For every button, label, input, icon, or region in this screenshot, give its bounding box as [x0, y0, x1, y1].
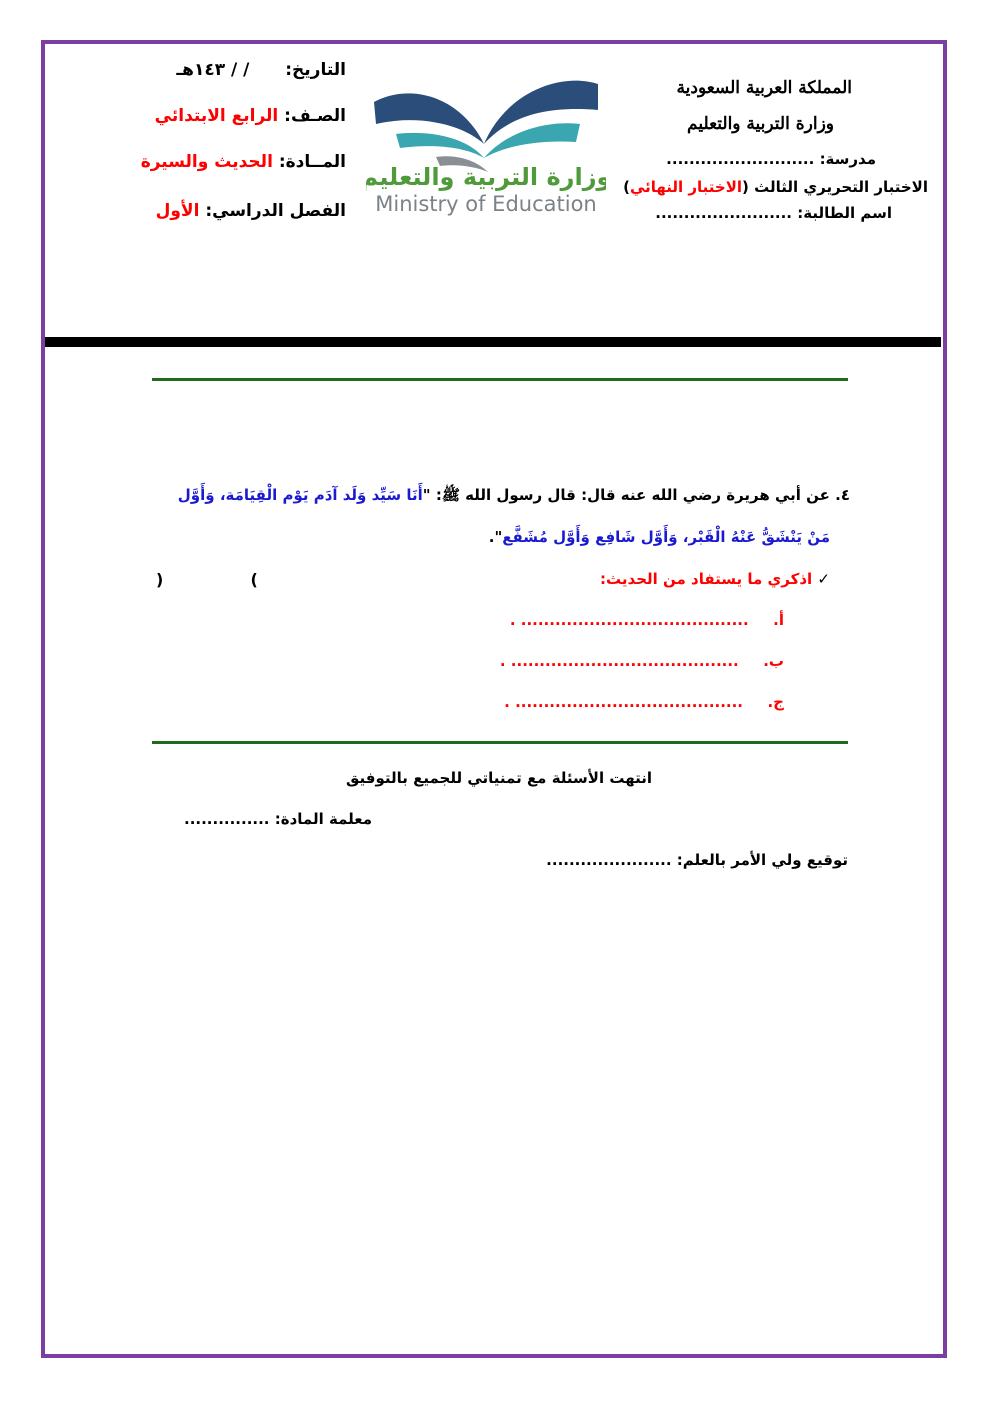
student-label: اسم الطالبة:	[797, 204, 892, 222]
subject-row	[141, 152, 346, 172]
teacher-label: معلمة المادة:	[274, 810, 372, 828]
ministry-title: وزارة التربية والتعليم	[687, 114, 834, 134]
exam-suffix: )	[623, 178, 630, 196]
question-line-2	[489, 528, 830, 546]
teacher-row	[184, 810, 372, 828]
kingdom-title: المملكة العربية السعودية	[676, 78, 852, 98]
grade-value: الرابع الابتدائي	[154, 106, 279, 126]
teacher-dots[interactable]: ...............	[184, 810, 270, 828]
exam-prefix: الاختبار التحريري الثالث (	[742, 178, 928, 196]
answer-letter: أ.	[773, 611, 784, 629]
logo-swoosh-teal-left	[396, 133, 484, 158]
guardian-row	[546, 851, 848, 869]
question-number: ٤.	[835, 486, 850, 504]
subject-label: المــادة:	[278, 152, 346, 172]
question-intro: عن أبي هريرة رضي الله عنه قال: قال رسول الله ﷺ: "	[422, 486, 830, 504]
guardian-dots[interactable]: ......................	[546, 851, 672, 869]
semester-row	[156, 201, 346, 221]
answer-row-c	[504, 693, 784, 711]
school-dots[interactable]: ..........................	[666, 150, 815, 168]
score-close: (	[250, 570, 258, 589]
closing-message: انتهت الأسئلة مع تمنياتي للجميع بالتوفيق	[346, 769, 652, 787]
logo-arabic: وزارة التربية والتعليم	[366, 163, 606, 191]
question-line-1	[178, 486, 850, 508]
answer-row-b	[500, 652, 784, 670]
instruction-row	[600, 570, 830, 588]
semester-label: الفصل الدراسي:	[205, 201, 346, 221]
student-row	[655, 204, 892, 222]
exam-title	[623, 178, 928, 196]
answer-dots[interactable]: ........................................ .	[509, 611, 749, 629]
page-border	[41, 40, 947, 1358]
answer-letter: ب.	[763, 652, 784, 670]
instruction-text: اذكري ما يستفاد من الحديث:	[600, 570, 813, 588]
ministry-logo-icon	[366, 62, 606, 220]
grade-row	[155, 106, 346, 126]
section-divider-bottom	[152, 741, 848, 744]
student-dots[interactable]: ........................	[655, 204, 793, 222]
exam-highlight: الاختبار النهائي	[629, 178, 743, 196]
answer-row-a	[510, 611, 784, 629]
semester-value: الأول	[155, 201, 200, 221]
school-label: مدرسة:	[819, 150, 876, 168]
date-label: التاريخ:	[285, 60, 346, 80]
header-divider	[45, 337, 941, 347]
answer-dots[interactable]: ........................................ .	[504, 693, 744, 711]
hadith-line-2: مَنْ يَنْشَقُّ عَنْهُ الْقَبْر، وَأَوَّل شَافِع وَأَوَّل مُشَفَّع	[502, 528, 830, 546]
answer-letter: ج.	[767, 693, 784, 711]
hadith-line-1: أَنَا سَيِّد وَلَد آدَم يَوْم الْقِيَامَة، وَأَوَّل	[177, 486, 423, 504]
check-mark-icon: ✓	[817, 570, 830, 588]
guardian-label: توقيع ولي الأمر بالعلم:	[676, 851, 848, 869]
section-divider-top	[152, 378, 848, 381]
score-open: )	[156, 570, 164, 589]
hadith-closing: ".	[488, 528, 503, 546]
subject-value: الحديث والسيرة	[140, 152, 273, 172]
grade-label: الصـف:	[284, 106, 346, 126]
score-box[interactable]	[156, 570, 258, 589]
date-value: / / ١٤٣هـ	[176, 60, 250, 80]
date-row	[176, 60, 346, 80]
answer-dots[interactable]: ........................................ .	[499, 652, 739, 670]
logo-english: Ministry of Education	[375, 192, 597, 216]
school-row	[666, 150, 876, 168]
ministry-logo	[366, 62, 606, 220]
